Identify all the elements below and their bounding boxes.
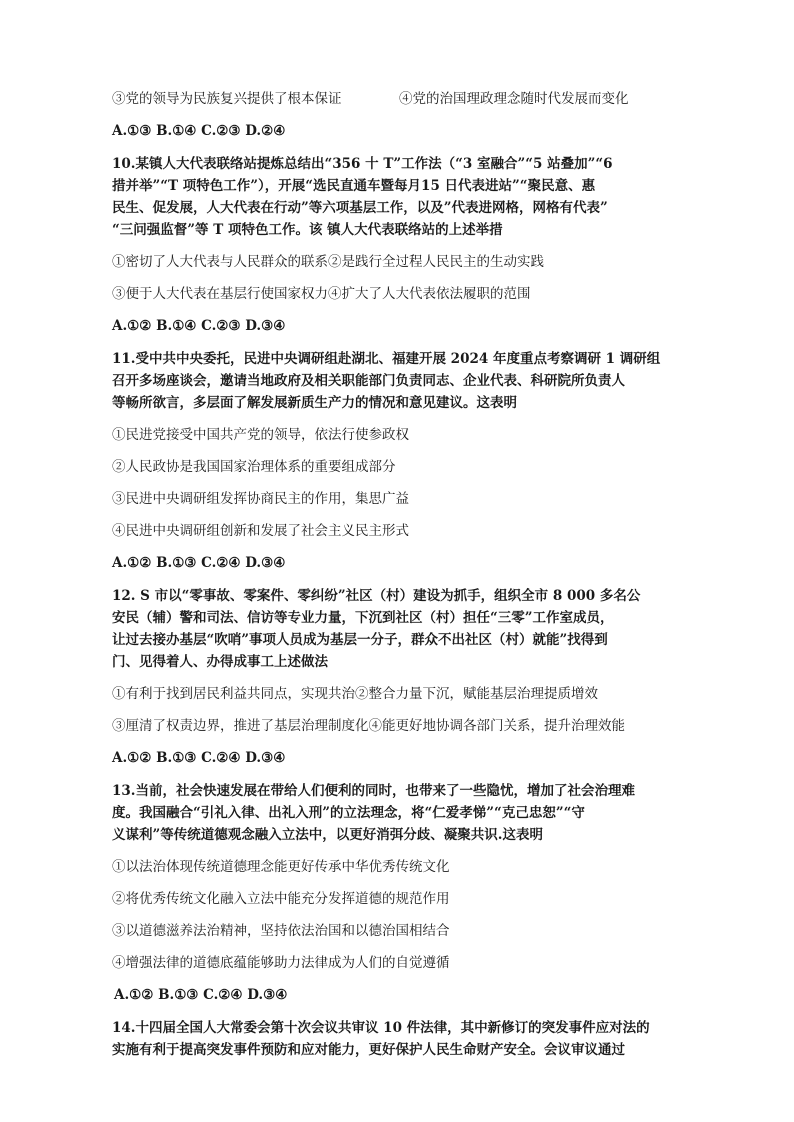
q11-statement-1: ①民进党接受中国共产党的领导，依法行使参政权 xyxy=(112,427,409,443)
q11-statement-4: ④民进中央调研组创新和发展了社会主义民主形式 xyxy=(112,523,409,539)
q14-line-2: 实施有利于提高突发事件预防和应对能力，更好保护人民生命财产安全。会议审议通过 xyxy=(112,1042,625,1058)
q12-line-4: 门、见得着人、办得成事工上述做法 xyxy=(112,654,328,670)
q13-line-3: 义谋利”等传统道德观念融入立法中，以更好消弭分歧、凝聚共识.这表明 xyxy=(112,827,543,843)
q12-statements-1-2: ①有利于找到居民利益共同点，实现共治②整合力量下沉，赋能基层治理提质增效 xyxy=(112,686,598,702)
q11-statement-2: ②人民政协是我国国家治理体系的重要组成部分 xyxy=(112,459,396,475)
q9-statement-3: ③党的领导为民族复兴提供了根本保证 xyxy=(112,91,342,107)
q10-line-3: 民生、促发展，人大代表在行动”等六项基层工作，以及”代表进网格，网格有代表” xyxy=(112,200,608,216)
q11-options: A.①② B.①③ C.②④ D.③④ xyxy=(112,555,286,571)
q11-line-3: 等畅所欲言，多层面了解发展新质生产力的情况和意见建议。这表明 xyxy=(112,395,517,411)
q13-statement-3: ③以道德滋养法治精神，坚持依法治国和以德治国相结合 xyxy=(112,923,450,939)
question-12 xyxy=(112,585,692,673)
exam-page xyxy=(112,88,692,1061)
q10-line-2: 措并举”“T 项特色工作”），开展“选民直通车暨每月15 日代表进站”“聚民意、惠 xyxy=(112,178,596,194)
q10-statements-1-2: ①密切了人大代表与人民群众的联系②是践行全过程人民民主的生动实践 xyxy=(112,254,544,270)
q11-statement-3: ③民进中央调研组发挥协商民主的作用，集思广益 xyxy=(112,491,409,507)
q11-line-1: 11.受中共中央委托，民进中央调研组赴湖北、福建开展 2024 年度重点考察调研 1 调研组 xyxy=(112,351,661,367)
q9-statements-row xyxy=(112,88,692,110)
q14-line-1: 14.十四届全国人大常委会第十次会议共审议 10 件法律，其中新修订的突发事件应对法的 xyxy=(112,1020,650,1036)
q12-options: A.①② B.①③ C.②④ D.③④ xyxy=(112,750,286,766)
q10-options: A.①② B.①④ C.②③ D.③④ xyxy=(112,318,286,334)
q13-line-2: 度。我国融合“引礼入律、出礼入刑”的立法理念，将“仁爱孝悌”“克己忠恕”“守 xyxy=(112,805,585,821)
q10-line-4: “三问强监督”等 T 项特色工作。该 镇人大代表联络站的上述举措 xyxy=(112,222,503,238)
q9-statement-4: ④党的治国理政理念随时代发展而变化 xyxy=(399,91,629,107)
q12-line-2: 安民（辅）警和司法、信访等专业力量，下沉到社区（村）担任“三零”工作室成员， xyxy=(112,610,614,626)
q13-statement-2: ②将优秀传统文化融入立法中能充分发挥道德的规范作用 xyxy=(112,891,450,907)
q13-statement-4: ④增强法律的道德底蕴能够助力法律成为人们的自觉遵循 xyxy=(112,955,450,971)
q13-statement-1: ①以法治体现传统道德理念能更好传承中华优秀传统文化 xyxy=(112,859,450,875)
question-13 xyxy=(112,780,692,846)
q12-line-3: 让过去接办基层“吹哨”事项人员成为基层一分子，群众不出社区（村）就能”找得到 xyxy=(112,632,608,648)
q13-options: A.①② B.①③ C.②④ D.③④ xyxy=(114,987,288,1003)
q12-statements-3-4: ③厘清了权责边界，推进了基层治理制度化④能更好地协调各部门关系，提升治理效能 xyxy=(112,718,625,734)
question-14 xyxy=(112,1017,692,1061)
q11-line-2: 召开多场座谈会，邀请当地政府及相关职能部门负责同志、企业代表、科研院所负责人 xyxy=(112,373,625,389)
question-11 xyxy=(112,348,692,414)
q10-statements-3-4: ③便于人大代表在基层行使国家权力④扩大了人大代表依法履职的范围 xyxy=(112,286,531,302)
question-10 xyxy=(112,153,692,241)
q12-line-1: 12. S 市以“零事故、零案件、零纠纷”社区（村）建设为抓手，组织全市 8 000 多名公 xyxy=(112,588,641,604)
q13-line-1: 13.当前，社会快速发展在带给人们便利的同时，也带来了一些隐忧，增加了社会治理难 xyxy=(112,783,635,799)
q9-options: A.①③ B.①④ C.②③ D.②④ xyxy=(112,123,286,139)
q10-line-1: 10.某镇人大代表联络站提炼总结出“356 十 T”工作法（“3 室融合”“5 站叠加”“6 xyxy=(112,156,613,172)
